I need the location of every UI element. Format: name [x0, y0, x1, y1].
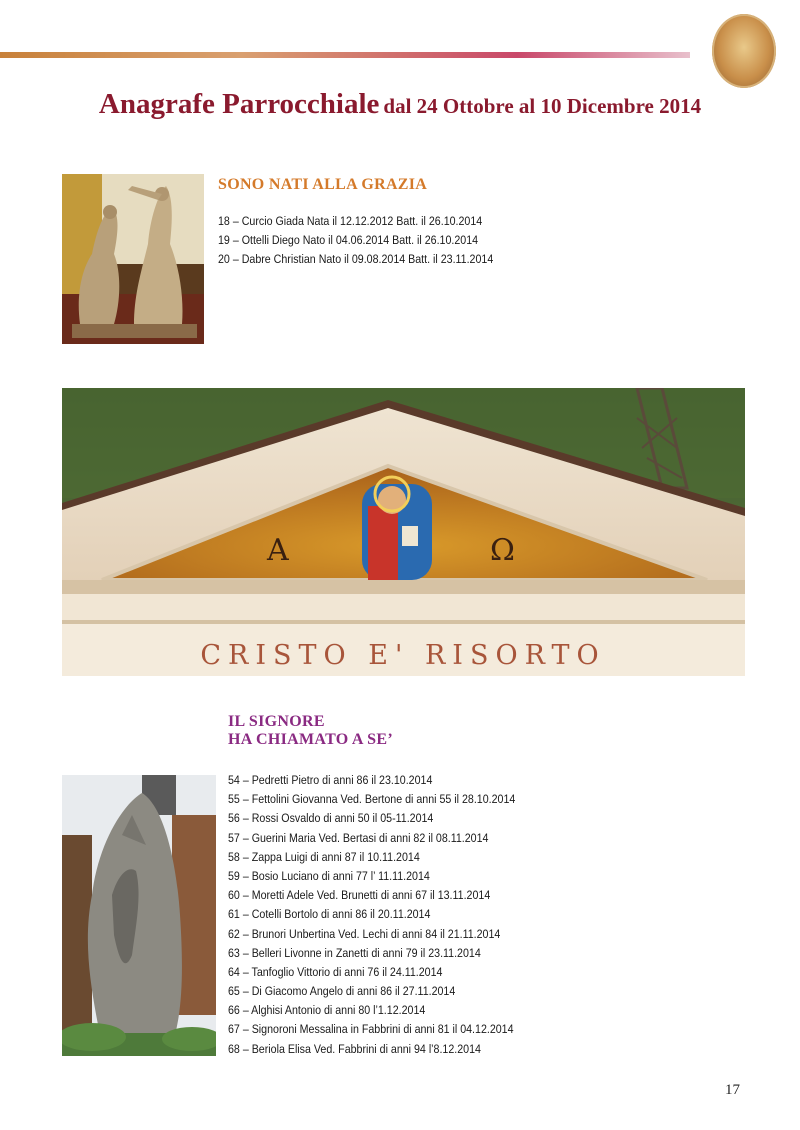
- born-list: [218, 212, 538, 269]
- list-item: 64 – Tanfoglio Vittorio di anni 76 il 24.11.2014: [228, 964, 443, 979]
- list-item: 67 – Signoroni Messalina in Fabbrini di anni 81 il 04.12.2014: [228, 1022, 514, 1037]
- list-item: 66 – Alghisi Antonio di anni 80 l’1.12.2014: [228, 1003, 426, 1018]
- deceased-heading-line1: IL SIGNORE: [228, 713, 325, 730]
- list-item: 59 – Bosio Luciano di anni 77 l’ 11.11.2014: [228, 868, 430, 883]
- stone-monument-photo: [62, 775, 216, 1056]
- list-item: 19 – Ottelli Diego Nato il 04.06.2014 Batt. il 26.10.2014: [218, 233, 479, 247]
- deceased-heading: [228, 713, 393, 749]
- list-item: 20 – Dabre Christian Nato il 09.08.2014 Batt. il 23.11.2014: [218, 252, 494, 266]
- title-main: Anagrafe Parrocchiale: [98, 88, 380, 120]
- born-heading: SONO NATI ALLA GRAZIA: [218, 176, 428, 193]
- alpha-letter: A: [267, 533, 289, 568]
- deceased-heading-line2: HA CHIAMATO A SE’: [228, 731, 393, 748]
- list-item: 55 – Fettolini Giovanna Ved. Bertone di anni 55 il 28.10.2014: [228, 792, 516, 807]
- list-item: 18 – Curcio Giada Nata il 12.12.2012 Batt. il 26.10.2014: [218, 214, 483, 228]
- header-rule: [0, 52, 690, 58]
- list-item: 65 – Di Giacomo Angelo di anni 86 il 27.11.2014: [228, 984, 456, 999]
- list-item: 57 – Guerini Maria Ved. Bertasi di anni 82 il 08.11.2014: [228, 830, 489, 845]
- deceased-list: [228, 771, 562, 1059]
- omega-letter: Ω: [490, 533, 515, 568]
- parish-medallion-icon: [712, 14, 776, 88]
- inscription-text: CRISTO E' RISORTO: [200, 640, 606, 671]
- list-item: 61 – Cotelli Bortolo di anni 86 il 20.11.2014: [228, 907, 431, 922]
- page-title: [0, 88, 800, 121]
- list-item: 58 – Zappa Luigi di anni 87 il 10.11.2014: [228, 849, 420, 864]
- title-dates: dal 24 Ottobre al 10 Dicembre 2014: [383, 94, 702, 118]
- list-item: 63 – Belleri Livonne in Zanetti di anni 79 il 23.11.2014: [228, 945, 481, 960]
- page-number: 17: [725, 1082, 740, 1098]
- list-item: 56 – Rossi Osvaldo di anni 50 il 05-11.2014: [228, 811, 434, 826]
- church-pediment-photo: [62, 388, 745, 676]
- list-item: 62 – Brunori Unbertina Ved. Lechi di anni 84 il 21.11.2014: [228, 926, 501, 941]
- list-item: 60 – Moretti Adele Ved. Brunetti di anni 67 il 13.11.2014: [228, 888, 491, 903]
- list-item: 68 – Beriola Elisa Ved. Fabbrini di anni 94 l’8.12.2014: [228, 1041, 481, 1056]
- baptism-sculpture-photo: [62, 174, 204, 344]
- list-item: 54 – Pedretti Pietro di anni 86 il 23.10.2014: [228, 773, 433, 787]
